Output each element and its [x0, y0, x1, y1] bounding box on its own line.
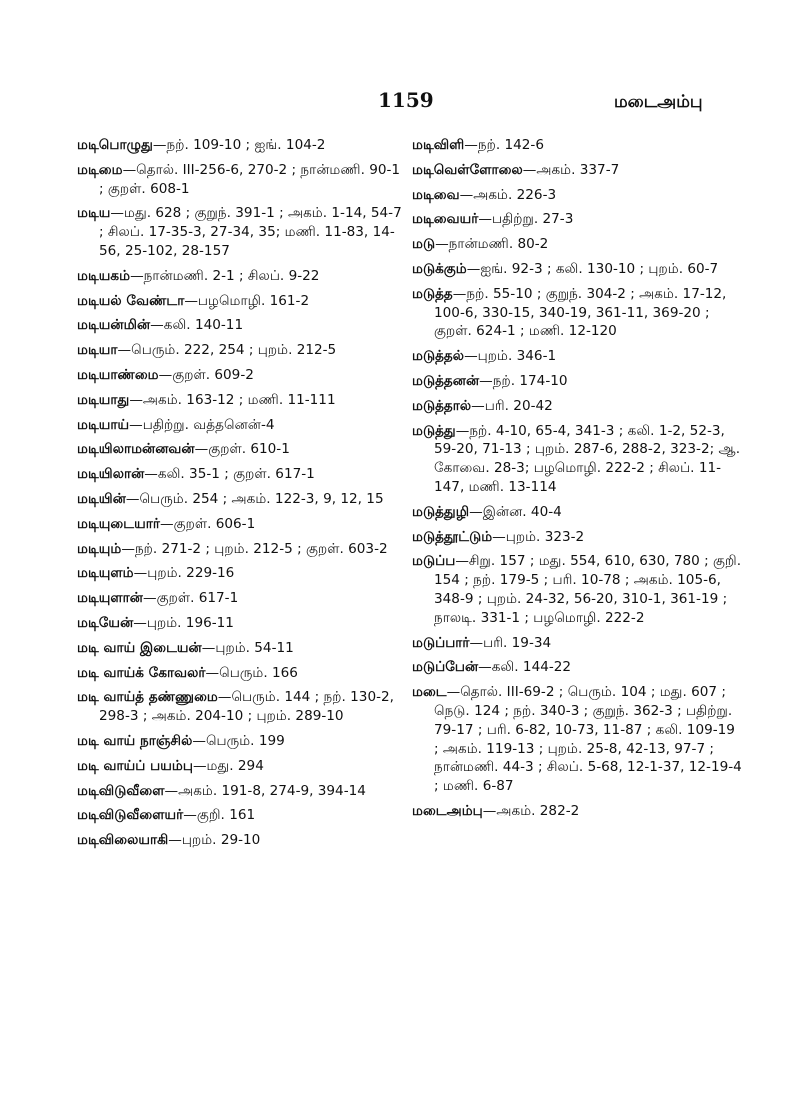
entry-references: —மது. 294 [192, 757, 264, 774]
index-entry [412, 397, 742, 416]
entry-references: —குறி. 161 [183, 807, 256, 824]
entry-references: —சிறு. 157 ; மது. 554, 610, 630, 780 ; குறி. 154 ; நற். 179-5 ; பரி. 10-78 ; அகம். 105-6, 348-9 ; புறம். 24-32, 56-20, 310-1, 361-19 ; நாலடி. 331-1 ; பழமொழி. 222-2 [434, 553, 742, 626]
entry-references: —தொல். III-69-2 ; பெரும். 104 ; மது. 607 ; நெடு. 124 ; நற். 340-3 ; குறுந். 362-3 ; பதிற்று. 79-17 ; பரி. 6-82, 10-73, 11-87 ; கலி. 109-19 ; அகம். 119-13 ; புறம். 25-8, 42-13, 97-7 ; நான்மணி. 44-3 ; சிலப். 5-68, 12-1-37, 12-19-4 ; மணி. 6-87 [434, 684, 742, 795]
entry-headword: மடை [412, 684, 447, 701]
entry-references: —நற். 271-2 ; புறம். 212-5 ; குறள். 603-2 [121, 540, 388, 557]
entry-references: —பெரும். 222, 254 ; புறம். 212-5 [117, 342, 337, 359]
index-entry [412, 235, 742, 254]
entry-references: —குறள். 609-2 [158, 366, 254, 383]
entry-references: —நற். 4-10, 65-4, 341-3 ; கலி. 1-2, 52-3, 59-20, 71-13 ; புறம். 287-6, 288-2, 323-2; ஆ. கோவை. 28-3; பழமொழி. 222-2 ; சிலப். 11-147, மணி. 13-114 [434, 422, 741, 495]
entry-headword: மடுக்கும் [412, 260, 467, 277]
entry-references: —புறம். 229-16 [133, 565, 235, 582]
entry-headword: மடைஅம்பு [412, 802, 483, 819]
entry-references: —குறள். 606-1 [159, 515, 256, 532]
index-column-right [412, 136, 742, 827]
index-entry [412, 161, 742, 180]
entry-headword: மடி வாய் நாஞ்சில் [77, 732, 193, 749]
entry-references: —மது. 628 ; குறுந். 391-1 ; அகம். 1-14, 54-7 ; சிலப். 17-35-3, 27-34, 35; மணி. 11-83, 14-56, 25-102, 28-157 [99, 205, 402, 259]
entry-headword: மடியன்மின் [77, 317, 151, 334]
entry-headword: மடியுடையார் [77, 515, 160, 532]
index-entry [77, 688, 407, 726]
entry-headword: மடிவிடுவீளை [77, 782, 165, 799]
entry-references: —நற். 55-10 ; குறுந். 304-2 ; அகம். 17-12, 100-6, 330-15, 340-19, 361-11, 369-20 ; குறள். 624-1 ; மணி. 12-120 [434, 285, 727, 340]
entry-headword: மடுப்பார் [412, 634, 470, 651]
index-entry [77, 564, 407, 583]
index-entry [77, 589, 407, 608]
index-entry [77, 316, 407, 335]
entry-headword: மடியுளம் [77, 565, 134, 582]
index-entry [77, 204, 407, 260]
index-entry [412, 186, 742, 205]
entry-headword: மடுத்தால் [412, 397, 472, 414]
entry-headword: மடியிலாமன்னவன் [77, 441, 195, 458]
index-entry [412, 503, 742, 522]
entry-references: —பரி. 19-34 [469, 634, 552, 651]
entry-headword: மடுத்து [412, 422, 456, 439]
entry-headword: மடியின் [77, 490, 126, 507]
entry-references: —அகம். 337-7 [522, 161, 620, 178]
page-number: 1159 [378, 88, 434, 112]
entry-references: —புறம். 29-10 [168, 832, 261, 849]
entry-headword: மடுத்தல் [412, 348, 465, 365]
entry-headword: மடியகம் [77, 267, 131, 284]
entry-headword: மடுத்தூட்டும் [412, 528, 493, 545]
entry-headword: மடி வாய்க் கோவலர் [77, 664, 206, 681]
entry-references: —குறள். 610-1 [194, 441, 290, 458]
entry-headword: மடிமை [77, 161, 123, 178]
entry-headword: மடியாய் [77, 416, 130, 433]
entry-references: —பதிற்று. 27-3 [478, 211, 574, 228]
entry-references: —புறம். 346-1 [464, 348, 557, 365]
index-entry [412, 802, 742, 821]
index-entry [412, 136, 742, 155]
entry-headword: மடிவிலையாகி [77, 832, 169, 849]
entry-headword: மடுத்துழி [412, 503, 470, 520]
index-entry [77, 292, 407, 311]
index-entry [412, 285, 742, 341]
index-entry [77, 664, 407, 683]
entry-references: —பதிற்று. வத்தனென்-4 [129, 416, 275, 433]
entry-headword: மடிவிடுவீளையர் [77, 807, 184, 824]
index-entry [77, 161, 407, 199]
index-entry [77, 366, 407, 385]
index-entry [77, 757, 407, 776]
entry-references: —பெரும். 166 [205, 664, 298, 681]
index-entry [77, 831, 407, 850]
entry-headword: மடிவிளி [412, 137, 465, 153]
index-entry [412, 683, 742, 796]
entry-headword: மடிவை [412, 186, 460, 203]
index-entry [412, 634, 742, 653]
entry-headword: மடு [412, 236, 436, 253]
index-entry [77, 416, 407, 435]
index-entry [412, 658, 742, 677]
entry-references: —நற். 174-10 [479, 372, 568, 389]
index-entry [412, 372, 742, 391]
entry-references: —புறம். 54-11 [201, 639, 294, 656]
entry-headword: மடுப்ப [412, 553, 456, 570]
entry-references: —பரி. 20-42 [471, 397, 553, 414]
index-entry [77, 782, 407, 801]
index-entry [77, 440, 407, 459]
index-entry [77, 391, 407, 410]
index-entry [77, 806, 407, 825]
entry-headword: மடியா [77, 342, 118, 359]
index-entry [77, 732, 407, 751]
entry-references: —பெரும். 144 ; நற். 130-2, 298-3 ; அகம். 204-10 ; புறம். 289-10 [99, 689, 394, 725]
index-entry [412, 552, 742, 627]
entry-references: —பெரும். 199 [192, 732, 285, 749]
index-entry [77, 540, 407, 559]
entry-references: —தொல். III-256-6, 270-2 ; நான்மணி. 90-1 ; குறள். 608-1 [99, 161, 401, 197]
entry-references: —பழமொழி. 161-2 [184, 292, 310, 309]
entry-headword: மடியுளான் [77, 590, 143, 607]
entry-headword: மடிபொழுது [77, 137, 153, 153]
entry-references: —அகம். 226-3 [459, 186, 557, 203]
entry-headword: மடியாது [77, 391, 130, 408]
index-entry [412, 210, 742, 229]
entry-references: —கலி. 144-22 [478, 659, 572, 676]
entry-headword: மடிவெள்ளோலை [412, 161, 523, 178]
entry-headword: மடிவையர் [412, 211, 479, 228]
entry-references: —இன்ன. 40-4 [469, 503, 562, 520]
entry-references: —அகம். 191-8, 274-9, 394-14 [164, 782, 366, 799]
entry-references: —அகம். 163-12 ; மணி. 11-111 [129, 391, 336, 408]
index-entry [77, 267, 407, 286]
entry-references: —அகம். 282-2 [482, 802, 580, 819]
entry-references: —கலி. 140-11 [150, 317, 244, 334]
entry-references: —புறம். 323-2 [492, 528, 585, 545]
index-entry [77, 490, 407, 509]
entry-headword: மடியல் வேண்டா [77, 292, 185, 309]
index-entry [77, 136, 407, 155]
entry-headword: மடுத்தனன் [412, 372, 480, 389]
entry-references: —நற். 109-10 ; ஐங். 104-2 [152, 137, 326, 153]
index-entry [77, 341, 407, 360]
entry-headword: மடி வாய்த் தண்ணுமை [77, 689, 218, 706]
index-entry [77, 515, 407, 534]
entry-references: —பெரும். 254 ; அகம். 122-3, 9, 12, 15 [125, 490, 384, 507]
entry-headword: மடியிலான் [77, 466, 145, 483]
entry-headword: மடி வாய் இடையன் [77, 639, 202, 656]
running-head: மடைஅம்பு [614, 92, 703, 112]
index-entry [412, 347, 742, 366]
index-column-left [77, 136, 407, 856]
entry-headword: மடியும் [77, 540, 122, 557]
index-entry [77, 465, 407, 484]
index-entry [412, 528, 742, 547]
entry-references: —புறம். 196-11 [133, 614, 234, 631]
index-entry [412, 260, 742, 279]
entry-headword: மடியாண்மை [77, 366, 159, 383]
entry-headword: மடுப்பேன் [412, 659, 479, 676]
index-entry [77, 639, 407, 658]
entry-references: —நான்மணி. 2-1 ; சிலப். 9-22 [130, 267, 320, 284]
entry-headword: மடியேன் [77, 614, 134, 631]
entry-references: —குறள். 617-1 [142, 590, 239, 607]
index-entry [77, 614, 407, 633]
entry-headword: மடிய [77, 205, 111, 222]
entry-references: —கலி. 35-1 ; குறள். 617-1 [144, 466, 315, 483]
entry-headword: மடுத்த [412, 285, 453, 302]
index-entry [412, 422, 742, 497]
entry-references: —நான்மணி. 80-2 [435, 236, 549, 253]
entry-references: —ஐங். 92-3 ; கலி. 130-10 ; புறம். 60-7 [466, 260, 719, 277]
entry-references: —நற். 142-6 [464, 137, 544, 153]
entry-headword: மடி வாய்ப் பயம்பு [77, 757, 193, 774]
